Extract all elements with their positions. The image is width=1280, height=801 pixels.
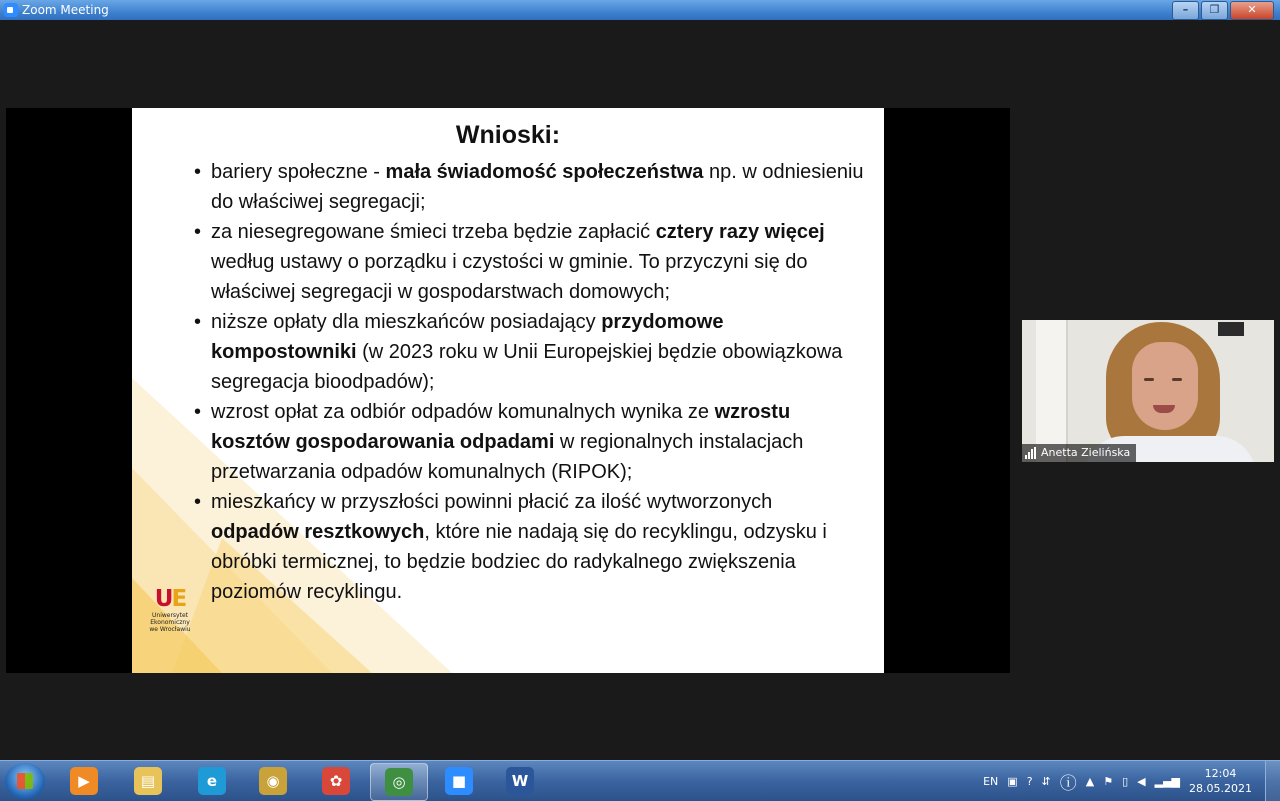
bullet-item: • za niesegregowane śmieci trzeba będzie zapłacić cztery razy więcej według ustawy o porządku i czystości w gminie. To przyczyni się do właściwej segregacji w gospodarstwach domowych; [194,217,864,307]
zoom-app-icon [4,3,18,17]
clock-time: 12:04 [1204,767,1237,780]
participant-name: Anetta Zielińska [1041,446,1131,459]
bullet-item: • mieszkańcy w przyszłości powinni płacić za ilość wytworzonych odpadów resztkowych, które nie nadają się do recyklingu, odzysku i obróbki termicznej, to będzie bodziec do radykalnego zwiększenia poziomów recyklingu. [194,487,864,607]
window-controls [1170,1,1274,20]
taskbar-file-explorer-button[interactable] [120,763,176,799]
eye-app-icon: ◉ [259,767,287,795]
chrome-icon: ◎ [385,768,413,796]
taskbar-word-button[interactable] [492,763,548,799]
bullet-item: • bariery społeczne - mała świadomość społeczeństwa np. w odniesieniu do właściwej segregacji; [194,157,864,217]
shared-screen[interactable] [6,108,1010,673]
clock[interactable] [1189,766,1252,796]
participant-name-label [1022,444,1136,462]
device-icon[interactable]: ▯ [1122,774,1129,788]
show-desktop-button[interactable] [1265,761,1280,801]
maximize-button[interactable]: ❐ [1201,1,1228,20]
help-tray-icon[interactable]: ? [1026,774,1033,788]
edge-icon: e [198,767,226,795]
system-tray [983,761,1280,801]
pdf-tray-icon[interactable]: ▣ [1007,774,1018,788]
taskbar-media-player-button[interactable] [56,763,112,799]
colorful-app-icon: ✿ [322,767,350,795]
zoom-icon: ■ [445,767,473,795]
show-hidden-icons-icon[interactable]: ▲ [1085,774,1095,788]
presentation-slide [132,108,884,673]
clock-date: 28.05.2021 [1189,782,1252,795]
taskbar-zoom-button[interactable] [431,763,487,799]
window-titlebar[interactable] [0,0,1280,20]
minimize-button[interactable]: – [1172,1,1199,20]
window-title: Zoom Meeting [22,3,109,17]
volume-icon[interactable]: ◀ [1137,774,1146,788]
arrows-tray-icon[interactable]: ⇵ [1041,774,1051,788]
slide-title: Wnioski: [455,121,561,149]
flag-icon[interactable]: ⚑ [1103,774,1114,788]
taskbar-eye-app-button[interactable] [245,763,301,799]
bullet-item: • niższe opłaty dla mieszkańców posiadający przydomowe kompostowniki (w 2023 roku w Unii Europejskiej będzie obowiązkowa segregacja bioodpadów); [194,307,864,397]
taskbar [0,760,1280,801]
bullet-item: • wzrost opłat za odbiór odpadów komunalnych wynika ze wzrostu kosztów gospodarowania odpadami w regionalnych instalacjach przetwarzania odpadów komunalnych (RIPOK); [194,397,864,487]
logo-mark: UE [154,586,186,612]
help-circle-icon[interactable]: ⓘ [1059,773,1077,794]
media-player-icon: ▶ [70,767,98,795]
network-icon[interactable]: ▂▄▆ [1154,774,1181,788]
file-explorer-icon: ▤ [134,767,162,795]
signal-strength-icon [1025,447,1037,459]
start-button[interactable] [5,763,45,799]
bullet-list [194,157,864,607]
close-button[interactable]: ✕ [1230,1,1274,20]
taskbar-edge-button[interactable] [184,763,240,799]
word-icon: W [506,767,534,795]
taskbar-chrome-button[interactable] [370,763,428,801]
participant-video[interactable] [1022,320,1274,462]
taskbar-colorful-app-button[interactable] [308,763,364,799]
language-indicator[interactable]: EN [983,774,999,788]
university-logo: UE Uniwersytet Ekonomiczny we Wrocławiu [140,586,200,633]
